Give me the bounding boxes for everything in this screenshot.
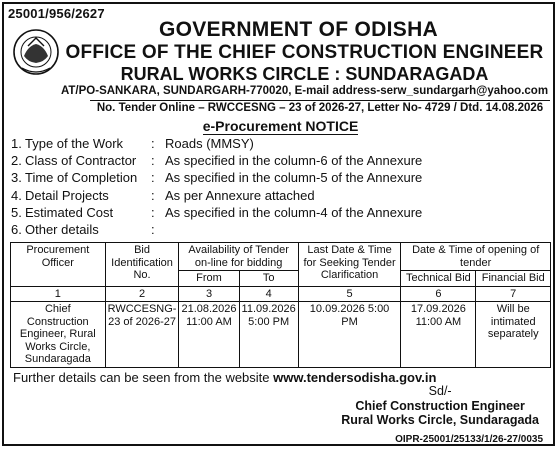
detail-number: 1. xyxy=(11,136,22,151)
detail-value: As specified in the column-4 of the Annexure xyxy=(165,204,423,220)
column-number: 6 xyxy=(401,286,476,302)
cell-to: 11.09.2026 5:00 PM xyxy=(239,302,298,368)
column-number: 2 xyxy=(105,286,179,302)
further-details-text: Further details can be seen from the website xyxy=(13,370,274,385)
table-header-row xyxy=(11,243,551,271)
table-row xyxy=(11,302,551,368)
cell-procurement-officer: Chief Construction Engineer, Rural Works Circle, Sundaragada xyxy=(11,302,106,368)
cell-from: 21.08.2026 11:00 AM xyxy=(179,302,239,368)
detail-colon: : xyxy=(151,136,155,151)
header-from: From xyxy=(179,271,239,287)
detail-label: Class of Contractor xyxy=(25,153,137,169)
cell-technical-bid: 17.09.2026 11:00 AM xyxy=(401,302,476,368)
detail-row xyxy=(11,135,422,152)
tender-reference-line: No. Tender Online – RWCCESNG – 23 of 2026-27, Letter No- 4729 / Dtd. 14.08.2026 xyxy=(90,100,550,114)
government-title: GOVERNMENT OF ODISHA xyxy=(158,18,438,41)
detail-number: 6. xyxy=(11,222,22,238)
cell-bid-id: RWCCESNG-23 of 2026-27 xyxy=(105,302,179,368)
detail-number: 5. xyxy=(11,204,22,220)
column-number-row xyxy=(11,286,551,302)
detail-value: Roads (MMSY) xyxy=(165,136,254,151)
details-list xyxy=(11,135,422,238)
oipr-number: OIPR-25001/25133/1/26-27/0035 xyxy=(395,434,543,445)
office-address: AT/PO-SANKARA, SUNDARGARH-770020, E-mail address-serw_sundargarh@yahoo.com xyxy=(60,85,549,97)
detail-colon: : xyxy=(151,187,155,203)
notice-heading xyxy=(4,118,557,134)
column-number: 1 xyxy=(11,286,106,302)
detail-label: Type of the Work xyxy=(25,136,124,151)
column-number: 3 xyxy=(179,286,239,302)
cell-financial-bid: Will be intimated separately xyxy=(476,302,551,368)
header-last-date: Last Date & Time for Seeking Tender Clarification xyxy=(298,243,401,287)
tender-schedule-table xyxy=(10,242,551,368)
detail-value: As specified in the column-5 of the Annexure xyxy=(165,170,423,186)
detail-label: Time of Completion xyxy=(25,170,138,186)
detail-colon: : xyxy=(151,222,155,238)
detail-row xyxy=(11,169,422,186)
further-details xyxy=(13,370,436,385)
website-link[interactable]: www.tendersodisha.gov.in xyxy=(273,370,437,385)
column-number: 5 xyxy=(298,286,401,302)
header-availability: Availability of Tender on-line for bidding xyxy=(179,243,298,271)
detail-value: As specified in the column-6 of the Annexure xyxy=(165,153,423,169)
detail-colon: : xyxy=(151,153,155,169)
signatory-title: Chief Construction Engineer xyxy=(355,398,525,413)
detail-colon: : xyxy=(151,170,155,186)
detail-number: 3. xyxy=(11,170,22,186)
notice-frame xyxy=(2,2,555,446)
detail-row xyxy=(11,204,422,221)
column-number: 7 xyxy=(476,286,551,302)
signature-sd: Sd/- xyxy=(428,384,452,398)
detail-label: Detail Projects xyxy=(25,187,109,203)
detail-value: As per Annexure attached xyxy=(165,187,315,203)
detail-colon: : xyxy=(151,204,155,220)
header-procurement-officer: Procurement Officer xyxy=(11,243,106,287)
header-financial-bid: Financial Bid xyxy=(476,271,551,287)
detail-row xyxy=(11,187,422,204)
detail-number: 2. xyxy=(11,153,22,169)
signature-block xyxy=(341,384,539,428)
signatory-office: Rural Works Circle, Sundaragada xyxy=(341,413,539,427)
column-number: 4 xyxy=(239,286,298,302)
header-to: To xyxy=(239,271,298,287)
detail-label: Estimated Cost xyxy=(25,204,114,220)
detail-label: Other details xyxy=(25,222,99,238)
detail-number: 4. xyxy=(11,187,22,203)
header-bid-id: Bid Identification No. xyxy=(105,243,179,287)
detail-row xyxy=(11,152,422,169)
circle-title: RURAL WORKS CIRCLE : SUNDARAGADA xyxy=(120,64,489,84)
header-technical-bid: Technical Bid xyxy=(401,271,476,287)
office-title: OFFICE OF THE CHIEF CONSTRUCTION ENGINEER xyxy=(65,42,544,63)
notice-heading-text: e-Procurement NOTICE xyxy=(202,118,359,134)
reference-number: 25001/956/2627 xyxy=(8,6,105,21)
cell-last-date: 10.09.2026 5:00 PM xyxy=(298,302,401,368)
header-opening: Date & Time of opening of tender xyxy=(401,243,551,271)
detail-row xyxy=(11,221,422,238)
